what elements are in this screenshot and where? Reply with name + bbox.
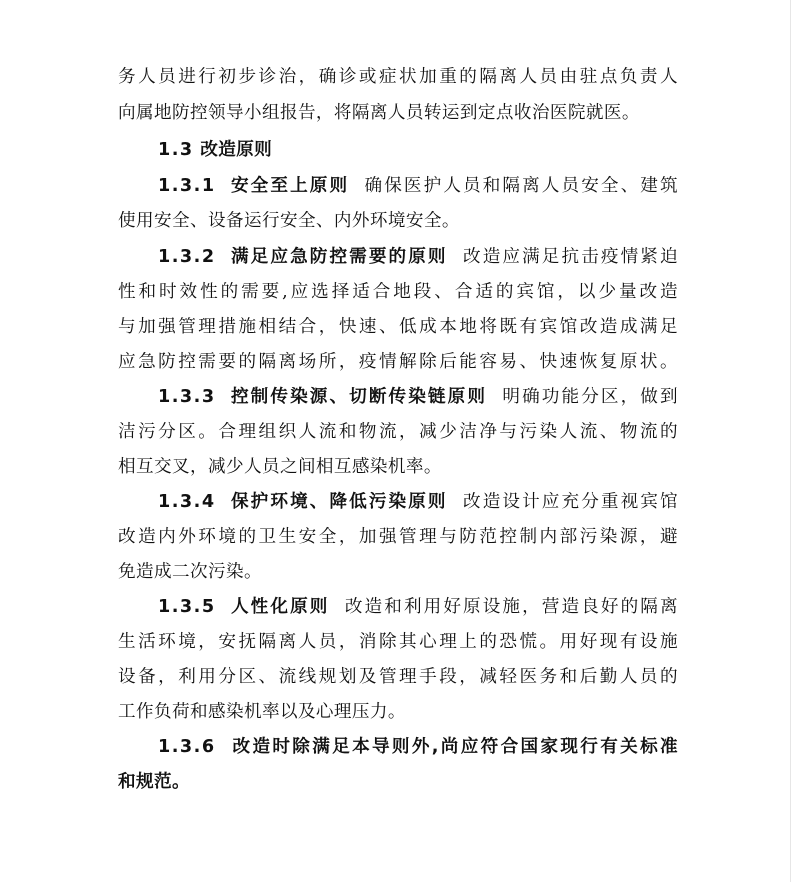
item-text: 改造设计应充分重视宾馆 (463, 492, 678, 512)
intro-line-1: 务人员进行初步诊治，确诊或症状加重的隔离人员由驻点负责人 (118, 67, 678, 87)
item-5-line-2: 设备，利用分区、流线规划及管理手段，减轻医务和后勤人员的 (118, 667, 678, 687)
item-1-heading-line (158, 174, 678, 198)
item-2-line-2: 与加强管理措施相结合，快速、低成本地将既有宾馆改造成满足 (118, 317, 678, 337)
item-number: 1.3.3 (158, 387, 216, 407)
item-3-line-2: 相互交叉，减少人员之间相互感染机率。 (118, 457, 442, 477)
item-5-line-3: 工作负荷和感染机率以及心理压力。 (118, 702, 406, 722)
intro-line-2: 向属地防控领导小组报告，将隔离人员转运到定点收治医院就医。 (118, 103, 640, 123)
item-3-heading-line (158, 385, 678, 409)
item-title: 人性化原则 (230, 597, 330, 617)
item-4-line-1: 改造内外环境的卫生安全，加强管理与防范控制内部污染源，避 (118, 527, 678, 547)
item-3-line-1: 洁污分区。合理组织人流和物流，减少洁净与污染人流、物流的 (118, 422, 678, 442)
item-title: 保护环境、降低污染原则 (230, 492, 448, 512)
item-1-line-1: 使用安全、设备运行安全、内外环境安全。 (118, 211, 460, 231)
item-number: 1.3.1 (158, 176, 216, 196)
item-number: 1.3.2 (158, 247, 216, 267)
item-title: 安全至上原则 (230, 176, 350, 196)
item-text: 明确功能分区，做到 (502, 387, 678, 407)
item-title: 改造时除满足本导则外,尚应符合国家现行有关标准 (232, 737, 678, 757)
item-text: 改造应满足抗击疫情紧迫 (463, 247, 678, 267)
item-2-line-3: 应急防控需要的隔离场所，疫情解除后能容易、快速恢复原状。 (118, 352, 678, 372)
page-edge-divider (790, 0, 791, 882)
item-6-line-1: 和规范。 (118, 772, 190, 792)
item-5-line-1: 生活环境，安抚隔离人员，消除其心理上的恐慌。用好现有设施 (118, 632, 678, 652)
section-heading (158, 138, 678, 162)
item-4-line-2: 免造成二次污染。 (118, 562, 262, 582)
item-title: 满足应急防控需要的原则 (230, 247, 448, 267)
item-4-heading-line (158, 490, 678, 514)
section-title: 改造原则 (200, 140, 273, 160)
item-number: 1.3.6 (158, 737, 216, 757)
item-number: 1.3.5 (158, 597, 216, 617)
item-2-line-1: 性和时效性的需要,应选择适合地段、合适的宾馆，以少量改造 (118, 282, 678, 302)
section-number: 1.3 (158, 140, 194, 160)
item-text: 改造和利用好原设施，营造良好的隔离 (344, 597, 678, 617)
item-6-heading-line (158, 735, 678, 759)
item-title: 控制传染源、切断传染链原则 (230, 387, 488, 407)
item-2-heading-line (158, 245, 678, 269)
item-5-heading-line (158, 595, 678, 619)
item-text: 确保医护人员和隔离人员安全、建筑 (364, 176, 678, 196)
item-number: 1.3.4 (158, 492, 216, 512)
